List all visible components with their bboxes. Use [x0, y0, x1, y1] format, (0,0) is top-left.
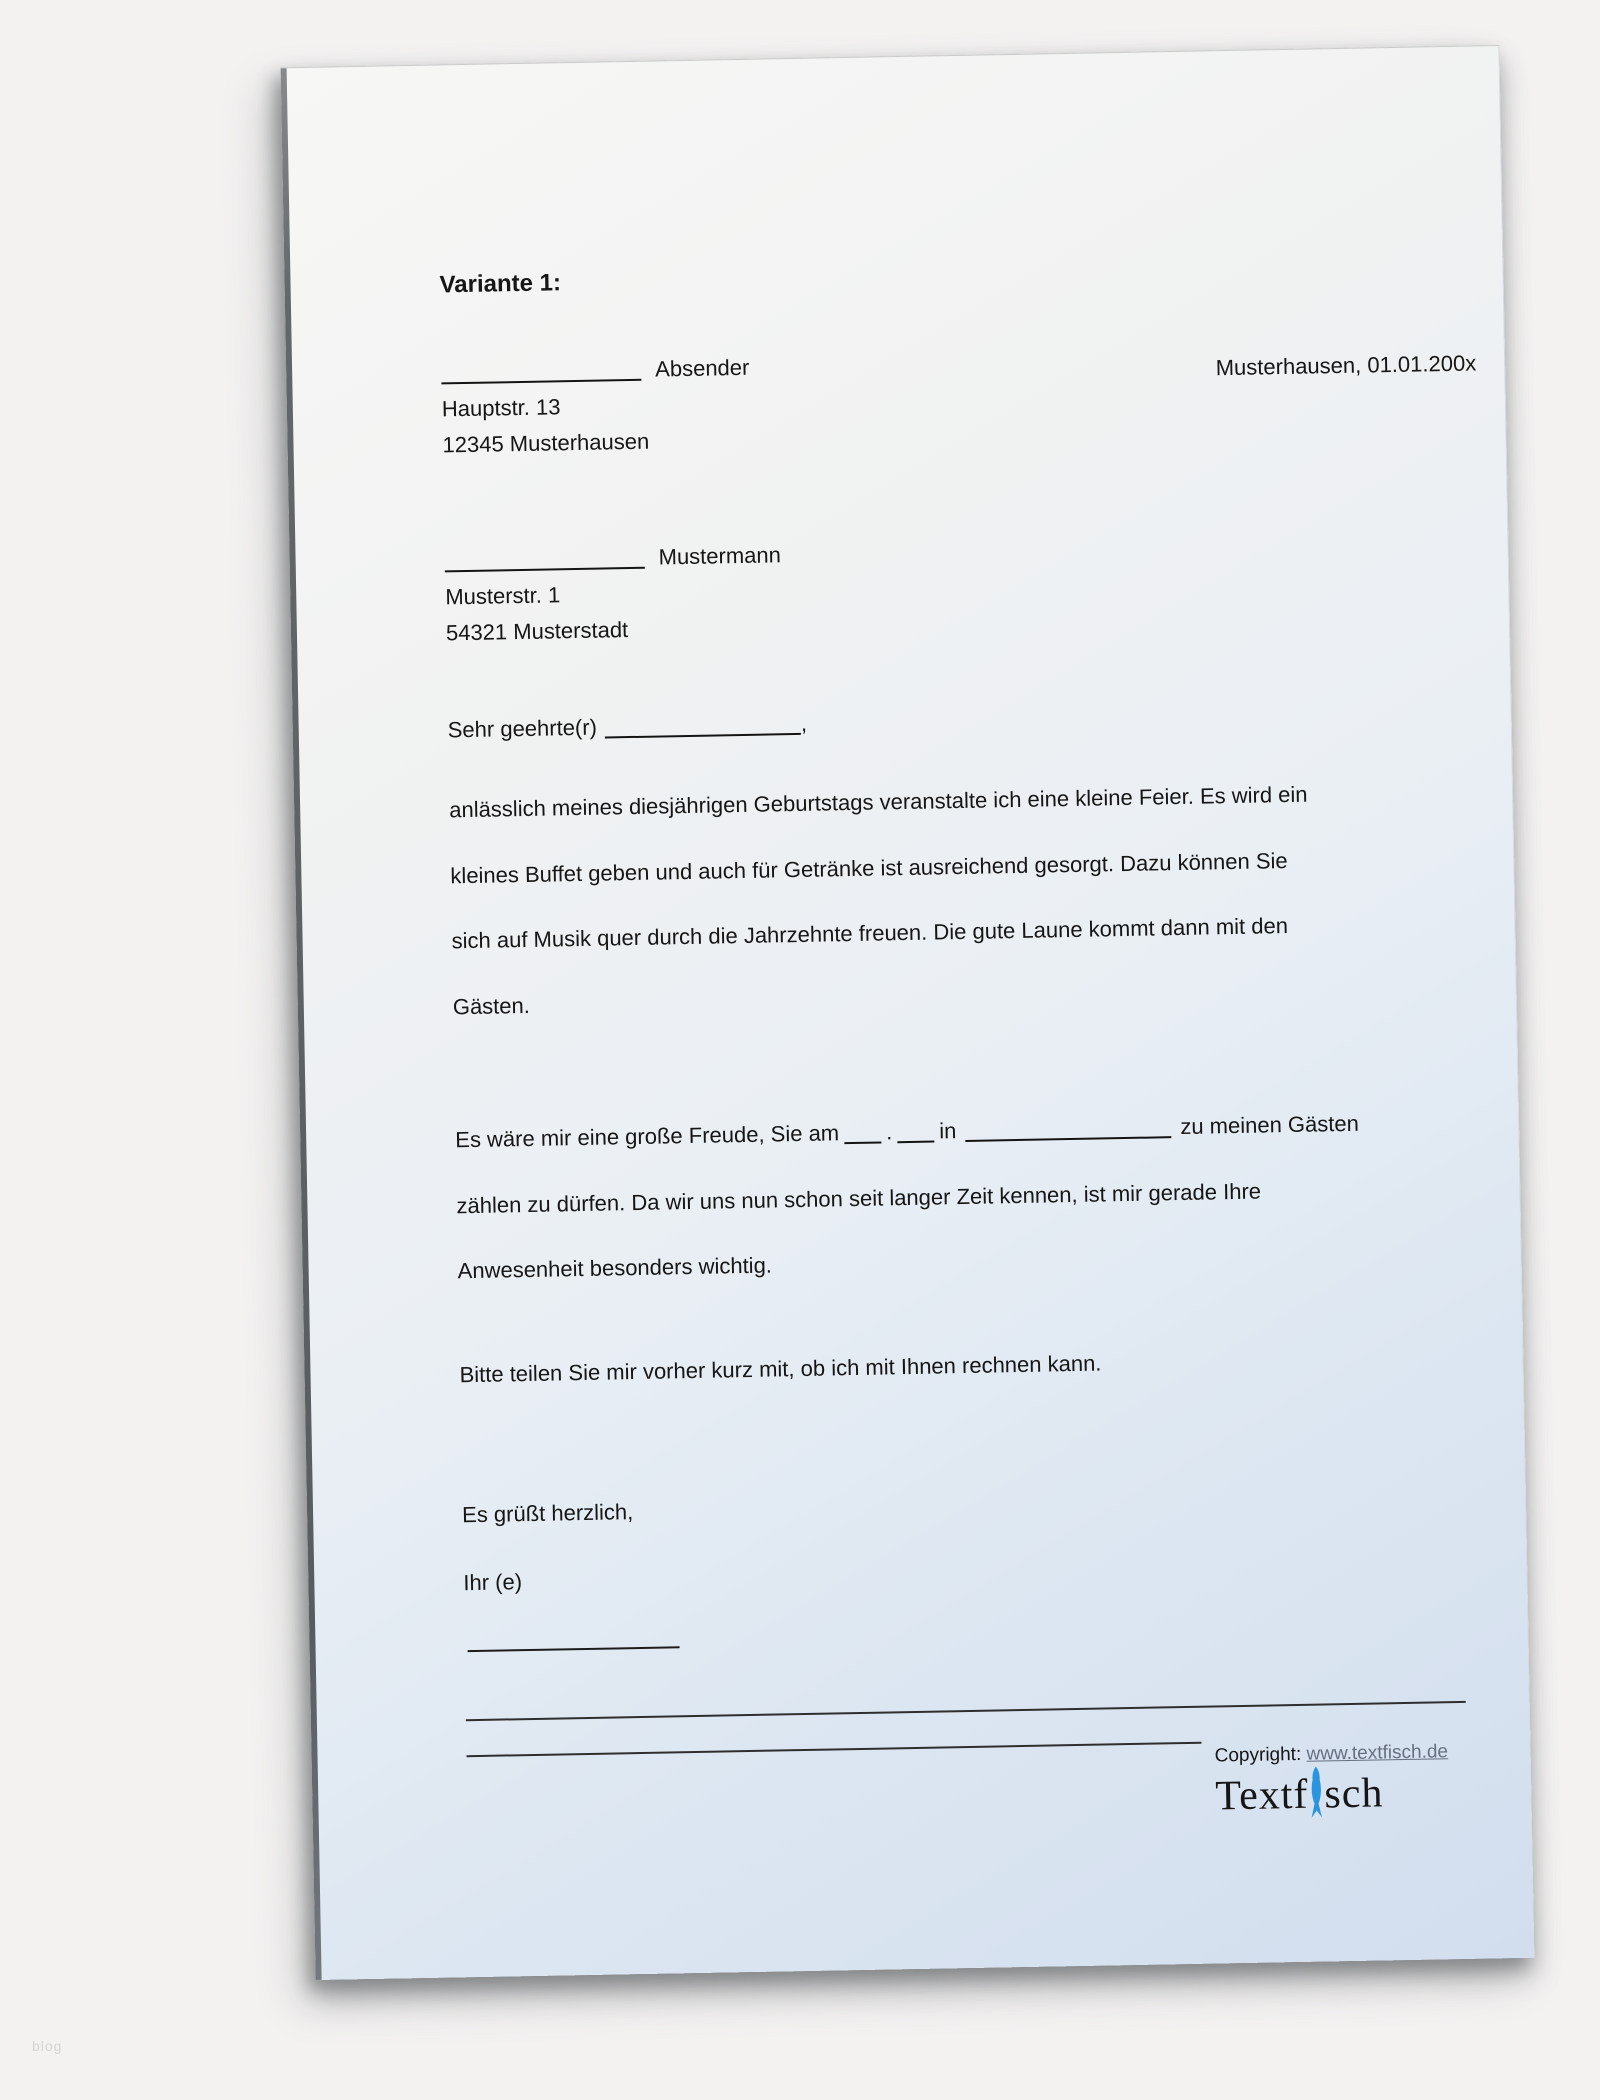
sender-name-blank-line — [441, 358, 641, 385]
variant-heading: Variante 1: — [439, 269, 562, 299]
watermark-text: blog — [32, 2038, 63, 2054]
recipient-city: 54321 Musterstadt — [445, 617, 629, 646]
closing-greeting: Es grüßt herzlich, — [461, 1499, 634, 1528]
para2-rest: zählen zu dürfen. Da wir uns nun schon seit langer Zeit kennen, ist mir gerade Ihre Anwesenheit besonders wichtig. — [456, 1178, 1262, 1284]
copyright-line — [1214, 1741, 1448, 1767]
sender-label: Absender — [654, 354, 750, 382]
sender-name-line — [441, 350, 750, 392]
body-paragraph-2 — [455, 1088, 1518, 1304]
closing-your: Ihr (e) — [463, 1569, 523, 1596]
body-paragraph-1: anlässlich meines diesjährigen Geburtstags veranstalte ich eine kleine Feier. Es wird ein kleines Buffet geben und auch für Getränke ist ausreichend gesorgt. Dazu können Sie sich auf Musik quer durch die Jahrzehnte freuen. Die gute Laune kommt dann mit den Gästen. — [448, 781, 1308, 1019]
para2-in-word: in — [939, 1118, 957, 1144]
para2-before-day: Es wäre mir eine große Freude, Sie am — [455, 1120, 840, 1153]
footer-rule-2 — [467, 1742, 1202, 1757]
salutation-line — [448, 711, 808, 744]
sender-city: 12345 Musterhausen — [442, 428, 650, 458]
logo-text-end: sch — [1324, 1770, 1384, 1818]
recipient-street: Musterstr. 1 — [445, 582, 561, 610]
recipient-name-line — [444, 537, 781, 579]
recipient-address-block — [444, 537, 782, 651]
copyright-link[interactable]: www.textfisch.de — [1306, 1741, 1449, 1765]
salutation-prefix: Sehr geehrte(r) — [447, 714, 598, 743]
textfisch-logo — [1215, 1764, 1384, 1834]
date-day-blank-line — [844, 1121, 881, 1145]
rsvp-line: Bitte teilen Sie mir vorher kurz mit, ob ich mit Ihnen rechnen kann. — [459, 1350, 1102, 1388]
logo-text-start: Textf — [1214, 1771, 1309, 1820]
salutation-name-blank-line — [605, 712, 801, 738]
copyright-label: Copyright: — [1214, 1743, 1307, 1767]
letter-page — [281, 45, 1535, 1980]
date-month-blank-line — [897, 1120, 934, 1144]
place-blank-line — [965, 1115, 1171, 1142]
salutation-comma: , — [800, 710, 808, 736]
para2-after-place: zu meinen Gästen — [1180, 1110, 1360, 1140]
recipient-label: Mustermann — [658, 542, 782, 570]
sender-address-block — [441, 350, 751, 464]
fish-icon — [1309, 1786, 1324, 1832]
date-line: Musterhausen, 01.01.200x — [1215, 350, 1477, 381]
recipient-name-blank-line — [444, 546, 644, 573]
signature-blank-line — [467, 1626, 679, 1652]
sender-street: Hauptstr. 13 — [441, 394, 561, 422]
para2-dot: . — [885, 1119, 893, 1145]
footer-rule-1 — [466, 1701, 1466, 1721]
